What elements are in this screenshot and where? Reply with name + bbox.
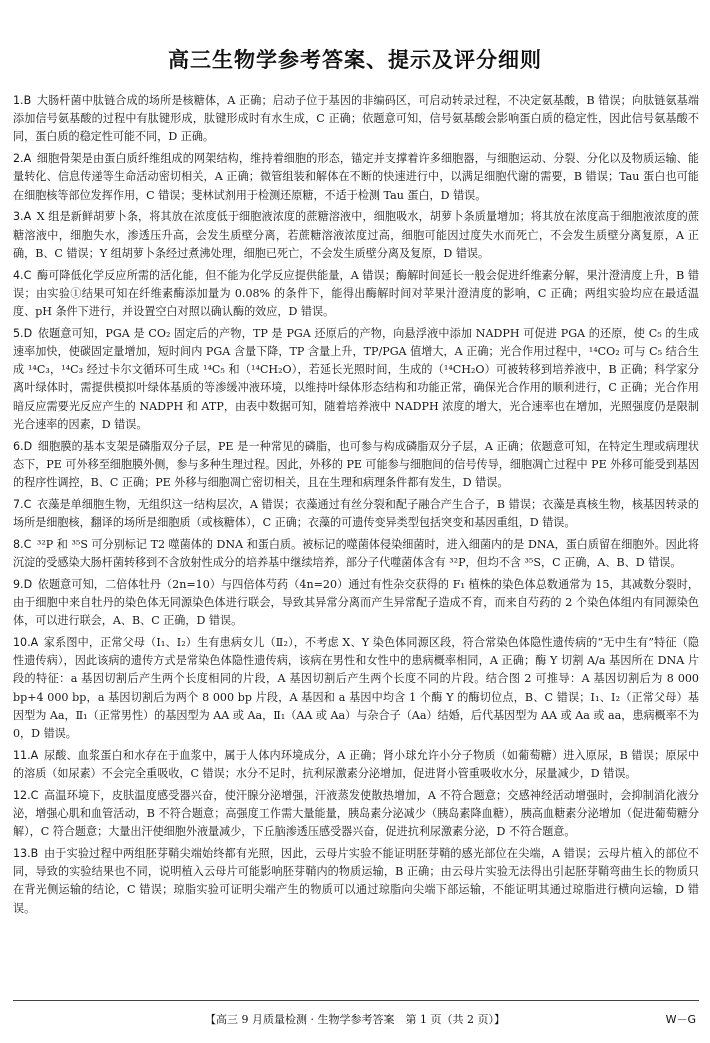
answer-list [13, 92, 699, 921]
answer-item [13, 576, 699, 631]
answer-explanation: 高温环境下，皮肤温度感受器兴奋，使汗腺分泌增强，汗液蒸发使散热增加，A 不符合题意；交感神经活动增强时，会抑制消化液分泌，增强心肌和血管活动，B 不符合题意；高强度工作需大量能量，胰岛素分泌减少（胰岛素降血糖），胰高血糖素分泌增加（促进葡萄糖分解），C 符合题意；大量出汗使细胞外液量减少，下丘脑渗透压感受器兴奋，促进抗利尿激素分泌，D 不符合题意。 [13, 788, 699, 839]
answer-number: 4.C [13, 268, 32, 282]
answer-item [13, 267, 699, 322]
answer-explanation: ³²P 和 ³⁵S 可分别标记 T2 噬菌体的 DNA 和蛋白质。被标记的噬菌体侵染细菌时，进入细菌内的是 DNA，蛋白质留在细胞外。因此将沉淀的受感染大肠杆菌转移到不含放射性成分的培养基中继续培养，部分子代噬菌体含有 ³²P，但均不含 ³⁵S，C 正确，A、B、D 错误。 [13, 537, 699, 570]
answer-number: 13.B [13, 847, 39, 861]
page-footer: 【高三 9 月质量检测 · 生物学参考答案 第 1 页（共 2 页）】 [205, 1013, 505, 1026]
answer-item [13, 496, 699, 532]
answer-item [13, 438, 699, 493]
answer-explanation: 大肠杆菌中肽链合成的场所是核糖体，A 正确；启动子位于基因的非编码区，可启动转录过程，不决定氨基酸，B 错误；向肽链氨基端添加信号氨基酸的过程中有肽键形成，肽键形成时有水生成，C 正确；依题意可知，信号氨基酸会影响蛋白质的稳定性，因此信号氨基酸不同，蛋白质的稳定性可能不同，D 正确。 [13, 94, 699, 144]
page-title: 高三生物学参考答案、提示及评分细则 [168, 48, 542, 72]
answer-explanation: 家系图中，正常父母（Ⅰ₁、Ⅰ₂）生有患病女儿（Ⅱ₂），不考虑 X、Y 染色体同源区段，符合常染色体隐性遗传病的“无中生有”特征（隐性遗传病），因此该病的遗传方式是常染色体隐性遗传病，该病在男性和女性中的患病概率相同，A 正确；酶 Y 切割 A/a 基因所在 DNA 片段的特征：a 基因切割后产生两个长度相同的片段，A 基因切割后产生两个长度不同的片段。结合图 2 可推导：A 基因切割后为 8 000 bp+4 000 bp，a 基因切割后为两个 8 000 bp 片段，A 基因和 a 基因中均含 1 个酶 Y 的酶切位点，B、C 错误；Ⅰ₁、Ⅰ₂（正常父母）基因型为 Aa，Ⅱ₁（正常男性）的基因型为 AA 或 Aa，Ⅱ₁（AA 或 Aa）与杂合子（Aa）结婚，后代基因型为 AA 或 Aa 或 aa，患病概率不为 0，D 错误。 [13, 636, 699, 741]
answer-explanation: 依题意可知，PGA 是 CO₂ 固定后的产物，TP 是 PGA 还原后的产物，向悬浮液中添加 NADPH 可促进 PGA 的还原，使 C₅ 的生成速率加快，使碳固定量增加，短时间内 PGA 含量下降，TP 含量上升，TP/PGA 值增大，A 正确；光合作用过程中，¹⁴CO₂ 可与 C₅ 结合生成 ¹⁴C₃，¹⁴C₃ 经过卡尔文循环可生成 ¹⁴C₅ 和（¹⁴CH₂O），若延长光照时间，生成的（¹⁴CH₂O）可被转移到培养液中，B 正确；科学家分离叶绿体时，需提供模拟叶绿体基质的等渗缓冲液环境，以维持叶绿体形态结构和功能正常，确保光合作用的顺利进行，C 正确；光合作用暗反应需要光反应产生的 NADPH 和 ATP，由表中数据可知，随着培养液中 NADPH 浓度的增大，光合速率也在增加，光照强度仍是限制光合速率的因素，D 错误。 [13, 326, 699, 431]
answer-item [13, 747, 699, 783]
answer-explanation: 依题意可知，二倍体牡丹（2n=10）与四倍体芍药（4n=20）通过有性杂交获得的 F₁ 植株的染色体总数通常为 15，其减数分裂时，由于细胞中来自牡丹的染色体无同源染色体进行联会，导致其异常分离而产生异常配子造成不育，而来自芍药的 2 个染色体组内有同源染色体，可以进行联会，A、B、C 正确，D 错误。 [13, 577, 699, 628]
answer-number: 10.A [13, 636, 39, 650]
answer-item [13, 787, 699, 842]
answer-item [13, 150, 699, 205]
answer-number: 9.D [13, 577, 33, 591]
answer-number: 6.D [13, 439, 33, 453]
answer-number: 1.B [13, 94, 32, 107]
answer-explanation: 衣藻是单细胞生物，无组织这一结构层次，A 错误；衣藻通过有丝分裂和配子融合产生合子，B 错误；衣藻是真核生物，核基因转录的场所是细胞核，翻译的场所是细胞质（或核糖体），C 正确；衣藻的可遗传变异类型包括突变和基因重组，D 错误。 [13, 497, 699, 530]
answer-number: 7.C [13, 497, 32, 511]
answer-number: 12.C [13, 788, 39, 802]
answer-item [13, 208, 699, 263]
answer-explanation: 尿酸、血浆蛋白和水存在于血浆中，属于人体内环境成分，A 正确；肾小球允许小分子物质（如葡萄糖）进入原尿，B 错误；原尿中的溶质（如尿素）不会完全重吸收，C 错误；水分不足时，抗利尿激素分泌增加，促进肾小管重吸收水分，尿量减少，D 错误。 [13, 748, 699, 781]
answer-number: 3.A [13, 210, 32, 224]
answer-item [13, 634, 699, 743]
answer-number: 8.C [13, 537, 32, 551]
answer-item [13, 325, 699, 434]
answer-item [13, 845, 699, 918]
answer-item [13, 92, 699, 147]
answer-explanation: 细胞骨架是由蛋白质纤维组成的网架结构，维持着细胞的形态，锚定并支撑着许多细胞器，与细胞运动、分裂、分化以及物质运输、能量转化、信息传递等生命活动密切相关，A 正确；微管组装和解体在不断的快速进行中，以满足细胞代谢的需要，B 错误；Tau 蛋白也可能在细胞核等部位发挥作用，C 错误；斐林试剂用于检测还原糖，不适于检测 Tau 蛋白，D 错误。 [13, 152, 699, 202]
answer-item [13, 536, 699, 572]
answer-number: 11.A [13, 748, 39, 762]
answer-explanation: 酶可降低化学反应所需的活化能，但不能为化学反应提供能量，A 错误；酶解时间延长一般会促进纤维素分解，果汁澄清度上升，B 错误；由实验①结果可知在纤维素酶添加量为 0.08% 的条件下，能得出酶解时间对苹果汁澄清度的影响，C 正确；两组实验均应在最适温度、pH 条件下进行，并设置空白对照以确认酶的效应，D 错误。 [13, 268, 699, 319]
answer-explanation: 由于实验过程中两组胚芽鞘尖端始终都有光照，因此，云母片实验不能证明胚芽鞘的感光部位在尖端，A 错误；云母片植入的部位不同，导致的实验结果也不同，说明植入云母片可能影响胚芽鞘内的物质运输，B 正确；由云母片实验无法得出引起胚芽鞘弯曲生长的物质只在背光侧运输的结论，C 错误；琼脂实验可证明尖端产生的物质可以通过琼脂向尖端下部运输，不能证明其通过琼脂进行横向运输，D 错误。 [13, 847, 699, 915]
paper-code: W－G [665, 1013, 696, 1026]
footer-divider [13, 1000, 699, 1001]
answer-number: 5.D [13, 326, 33, 340]
answer-explanation: X 组是新鲜胡萝卜条，将其放在浓度低于细胞液浓度的蔗糖溶液中，细胞吸水，胡萝卜条质量增加；将其放在浓度高于细胞液浓度的蔗糖溶液中，细胞失水，渗透压升高，会发生质壁分离，若蔗糖溶液浓度过高，细胞可能因过度失水而死亡，不会发生质壁分离复原，A 正确，B、C 错误；Y 组胡萝卜条经过煮沸处理，细胞已死亡，不会发生质壁分离及复原，D 错误。 [13, 210, 699, 260]
answer-explanation: 细胞膜的基本支架是磷脂双分子层，PE 是一种常见的磷脂，也可参与构成磷脂双分子层，A 正确；依题意可知，在特定生理或病理状态下，PE 可外移至细胞膜外侧，参与多种生理过程。因此，外移的 PE 可能参与细胞间的信号传导，细胞凋亡过程中 PE 外移可能受到基因的程序性调控，B、C 正确；PE 外移与细胞凋亡密切相关，且在生理和病理条件都有发生，D 错误。 [13, 439, 699, 490]
answer-number: 2.A [13, 152, 32, 166]
